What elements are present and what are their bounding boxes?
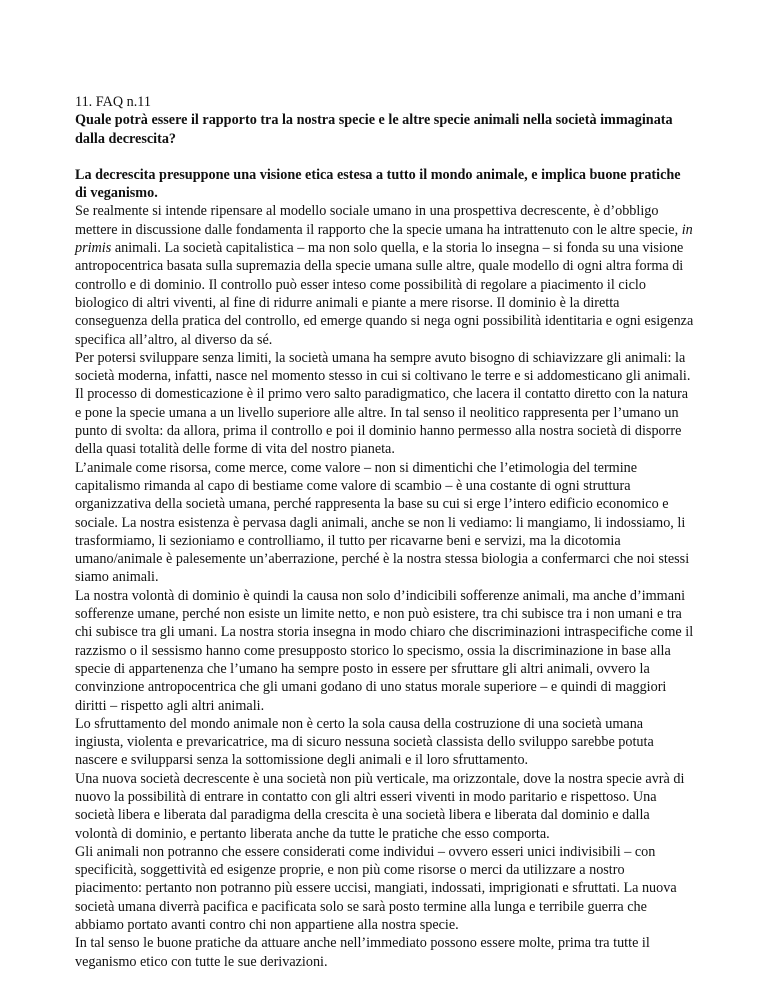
document-page bbox=[75, 93, 695, 971]
paragraph-1 bbox=[75, 202, 695, 348]
faq-question: Quale potrà essere il rapporto tra la nostra specie e le altre specie animali nella società immaginata dalla decrescita? bbox=[75, 112, 673, 147]
paragraph-1-end: animali. La società capitalistica – ma non solo quella, e la storia lo insegna – si fonda su una visione antropocentrica basata sulla supremazia della specie umana sulle altre, quale modello di ogni altra forma di controllo e di dominio. Il controllo può esser inteso come possibilità di regolare a piacimento il ciclo biologico di altri viventi, al fine di ridurre animali e piante a mere risorse. Il dominio è la diretta conseguenza della pratica del controllo, ed emerge quando si nega ogni possibilità identitaria e ogni esigenza specifica all’altro, al diverso da sé. bbox=[75, 240, 694, 348]
paragraph-3: L’animale come risorsa, come merce, come valore – non si dimentichi che l’etimologia del termine capitalismo rimanda al capo di bestiame come valore di scambio – è una costante di ogni struttura organizzativa della società umana, perché rappresenta la base su cui si erge l’intero edificio economico e sociale. La nostra esistenza è pervasa dagli animali, anche se non li vediamo: li mangiamo, li indossiamo, li trasformiamo, li sezioniamo e controlliamo, il tutto per ricavarne beni e servizi, ma la dicotomia umano/animale è palesemente un’aberrazione, perché è la nostra stessa biologia a confermarci che noi stessi siamo animali. bbox=[75, 459, 690, 586]
paragraph-7: Gli animali non potranno che essere considerati come individui – ovvero esseri unici indivisibili – con specificità, soggettività ed esigenze proprie, e non più come risorse o merci da utilizzare a nostro piacimento: pertanto non potranno più essere uccisi, mangiati, indossati, imprigionati e sfruttati. La nuova società umana diverrà pacifica e pacificata solo se sarà posto termine alla lunga e terribile guerra che abbiamo portato avanti contro chi non appartiene alla nostra specie. bbox=[75, 843, 677, 934]
paragraph-8: In tal senso le buone pratiche da attuare anche nell’immediato possono essere molte, prima tra tutte il veganismo etico con tutte le sue derivazioni. bbox=[75, 935, 650, 970]
paragraph-6: Una nuova società decrescente è una società non più verticale, ma orizzontale, dove la nostra specie avrà di nuovo la possibilità di entrare in contatto con gli altri esseri viventi in modo paritario e rispettoso. Una società libera e liberata dal paradigma della crescita è una società libera e liberata dal dominio e dalla volontà di dominio, e pertanto liberata anche da tutte le pratiche che esso comporta. bbox=[75, 770, 685, 842]
answer-lead: La decrescita presuppone una visione etica estesa a tutto il mondo animale, e implica buone pratiche di veganismo. bbox=[75, 166, 681, 202]
paragraph-1-italic: in primis bbox=[75, 221, 693, 257]
paragraph-4: La nostra volontà di dominio è quindi la causa non solo d’indicibili sofferenze animali, ma anche d’immani sofferenze umane, perché non esiste un limite netto, e non può esistere, tra chi subisce tra i non umani e tra chi subisce tra gli umani. La nostra storia insegna in modo chiaro che discriminazioni intraspecifiche come il razzismo o il sessismo hanno come presupposto storico lo specismo, ossia la discriminazione in base alla specie di appartenenza che l’umano ha sempre posto in essere per sfruttare gli altri animali, ovvero la convinzione antropocentrica che gli umani godano di uno status morale superiore – e quindi di maggiori diritti – rispetto agli altri animali. bbox=[75, 587, 694, 714]
paragraph-5: Lo sfruttamento del mondo animale non è certo la sola causa della costruzione di una società umana ingiusta, violenta e prevaricatrice, ma di sicuro nessuna società classista dello sviluppo sarebbe potuta nascere e svilupparsi senza la sottomissione degli animali e il loro sfruttamento. bbox=[75, 715, 654, 769]
paragraph-2: Per potersi sviluppare senza limiti, la società umana ha sempre avuto bisogno di schiavizzare gli animali: la società moderna, infatti, nasce nel momento stesso in cui si coltivano le terre e si addomesticano gli animali. Il processo di domesticazione è il primo vero salto paradigmatico, che lacera il contatto diretto con la natura e pone la specie umana a un livello superiore alle altre. In tal senso il neolitico rappresenta per l’umano un punto di svolta: da allora, prima il controllo e poi il dominio hanno permesso alla nostra società di disporre della quasi totalità delle forme di vita del nostro pianeta. bbox=[75, 349, 691, 458]
faq-number: 11. FAQ n.11 bbox=[75, 94, 151, 110]
paragraph-1-start: Se realmente si intende ripensare al modello sociale umano in una prospettiva decrescente, è d’obbligo mettere in discussione dalle fondamenta il rapporto che la specie umana ha intrattenuto con le altre specie, bbox=[75, 203, 682, 238]
spacer bbox=[75, 148, 695, 166]
